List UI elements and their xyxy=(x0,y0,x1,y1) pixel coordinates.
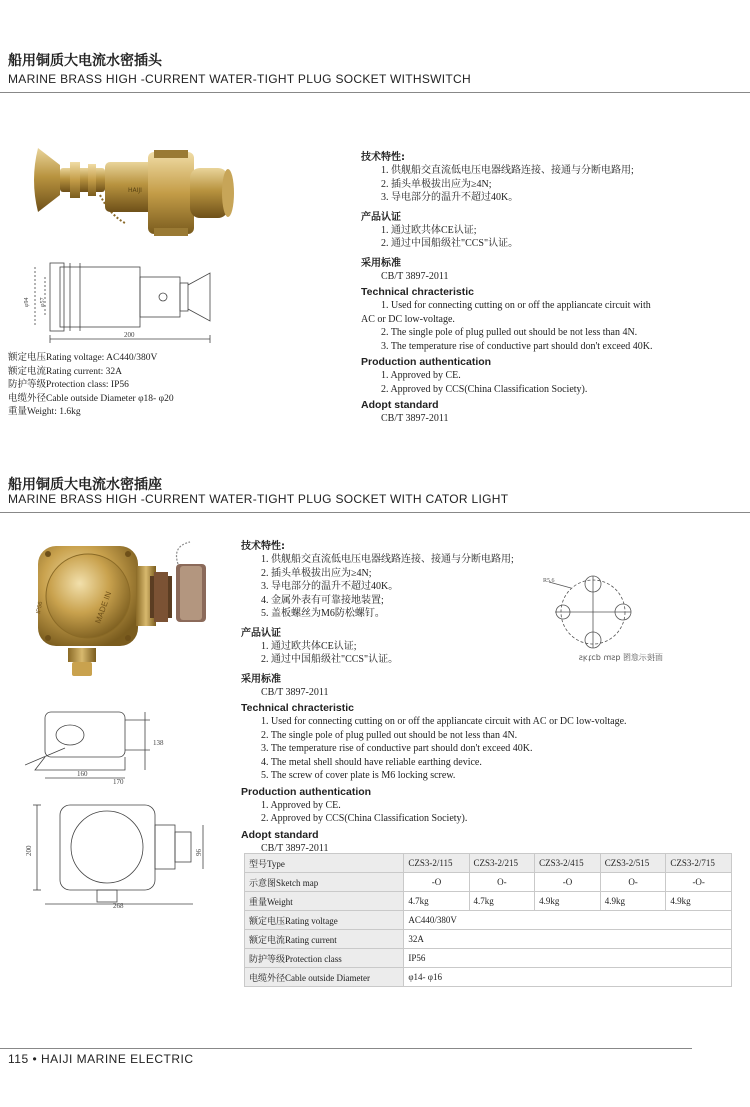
socket-dim-a: 160 xyxy=(77,770,88,778)
sketch-label: 示意图Sketch map xyxy=(245,873,404,892)
socket-dim-e: 268 xyxy=(113,902,124,910)
sketch-caption: 面接示意图 qsm dɔʇʞs xyxy=(578,653,663,662)
socket-dim-f: 96 xyxy=(195,849,203,856)
model-cell: CZS3-2/215 xyxy=(469,854,535,873)
spec-protection: 防护等级Protection class: IP56 xyxy=(8,380,129,390)
protection-label: 防护等级Protection class xyxy=(245,949,404,968)
std-cn-heading: 采用标准 xyxy=(361,257,401,269)
std-cn-heading: 采用标准 xyxy=(241,673,281,685)
tech-en-item: 1. Used for connecting cutting on or off the appliancate circuit with xyxy=(381,300,651,311)
socket-front-drawing xyxy=(25,790,215,910)
weight-cell: 4.9kg xyxy=(535,892,601,911)
tech-cn-item: 5. 盖板螺丝为M6防松螺钉。 xyxy=(261,608,385,619)
weight-cell: 4.9kg xyxy=(600,892,666,911)
model-cell: CZS3-2/415 xyxy=(535,854,601,873)
plug-dimension-drawing xyxy=(20,255,220,345)
tech-en-heading: Technical chracteristic xyxy=(361,286,475,298)
plug-dim-d1: φ94 xyxy=(24,297,30,307)
sketch-cell: -O- xyxy=(666,873,732,892)
tech-en-item: 4. The metal shell should have reliable earthing device. xyxy=(261,756,482,768)
plug-dim-len: 200 xyxy=(124,331,135,339)
cert-cn-heading: 产品认证 xyxy=(361,211,401,223)
weight-cell: 4.7kg xyxy=(404,892,469,911)
voltage-label: 额定电压Rating voltage xyxy=(245,911,404,930)
footer-text: 115 • HAIJI MARINE ELECTRIC xyxy=(8,1052,194,1066)
tech-cn-item: 3. 导电部分的温升不超过40K。 xyxy=(381,192,519,203)
section1-divider xyxy=(0,92,750,93)
table-row xyxy=(245,892,732,911)
type-label: 型号Type xyxy=(245,854,404,873)
table-row xyxy=(245,911,732,930)
tech-cn-heading: 技术特性: xyxy=(361,152,405,163)
sketch-mark: R5.6 xyxy=(543,578,555,584)
tech-cn-item: 3. 导电部分的温升不超过40K。 xyxy=(261,581,399,592)
tech-en-item: 5. The screw of cover plate is M6 locking screw. xyxy=(261,770,456,781)
model-cell: CZS3-2/115 xyxy=(404,854,469,873)
section2-divider xyxy=(0,512,750,513)
spec-current: 额定电流Rating current: 32A xyxy=(8,366,122,377)
model-cell: CZS3-2/515 xyxy=(600,854,666,873)
model-spec-table xyxy=(244,853,732,987)
socket-dim-d: 200 xyxy=(25,845,33,856)
std-cn-value: CB/T 3897-2011 xyxy=(261,686,329,698)
spec-weight: 重量Weight: 1.6kg xyxy=(8,407,81,417)
sketch-cell: O- xyxy=(469,873,535,892)
std-en-value: CB/T 3897-2011 xyxy=(381,413,449,424)
model-cell: CZS3-2/715 xyxy=(666,854,732,873)
tech-cn-item: 1. 供舰船交直流低电压电器线路连接、接通与分断电路用; xyxy=(381,165,634,176)
section1-specs xyxy=(8,352,174,420)
cert-cn-item: 1. 通过欧共体CE认证; xyxy=(261,640,357,652)
cert-cn-item: 2. 通过中国船级社"CCS"认证。 xyxy=(261,654,399,665)
cert-cn-item: 1. 通过欧共体CE认证; xyxy=(381,224,477,236)
weight-cell: 4.7kg xyxy=(469,892,535,911)
std-en-heading: Adopt standard xyxy=(241,828,319,841)
std-cn-value: CB/T 3897-2011 xyxy=(381,270,449,282)
tech-cn-item: 1. 供舰船交直流低电压电器线路连接、接通与分断电路用; xyxy=(261,554,514,565)
cert-cn-item: 2. 通过中国船级社"CCS"认证。 xyxy=(381,238,519,249)
tech-en-item: 3. The temperature rise of conductive part should don't exceed 40K. xyxy=(381,340,653,352)
sketch-cell: O- xyxy=(600,873,666,892)
cert-en-heading: Production authentication xyxy=(361,356,492,368)
socket-side-drawing xyxy=(25,700,205,785)
plug-dim-d2: φ57 xyxy=(40,297,46,307)
tech-cn-item: 2. 插头单极拔出应为≥4N; xyxy=(261,567,372,579)
weight-cell: 4.9kg xyxy=(666,892,732,911)
protection-cell: IP56 xyxy=(404,949,732,968)
section2-description xyxy=(241,534,731,855)
tech-en-item: 1. Used for connecting cutting on or off the appliancate circuit with AC or DC low-voltage. xyxy=(261,716,627,727)
weight-label: 重量Weight xyxy=(245,892,404,911)
socket-dim-b: 138 xyxy=(153,739,164,747)
socket-plate-text: IP56 xyxy=(36,601,45,615)
cert-en-item: 2. Approved by CCS(China Classification Society). xyxy=(381,383,588,395)
tech-en-item: 3. The temperature rise of conductive part should don't exceed 40K. xyxy=(261,743,533,754)
cable-cell: φ14- φ16 xyxy=(404,968,732,987)
tech-en-item: 2. The single pole of plug pulled out should be not less than 4N. xyxy=(381,327,638,338)
section2-title-en: MARINE BRASS HIGH -CURRENT WATER-TIGHT PLUG SOCKET WITH CATOR LIGHT xyxy=(8,492,509,506)
tech-en-heading: Technical chracteristic xyxy=(241,702,355,714)
tech-cn-heading: 技术特性: xyxy=(241,541,285,552)
plug-photo xyxy=(30,140,245,250)
socket-dim-c: 170 xyxy=(113,778,124,785)
table-row xyxy=(245,854,732,873)
current-label: 额定电流Rating current xyxy=(245,930,404,949)
spec-voltage: 额定电压Rating voltage: AC440/380V xyxy=(8,353,158,363)
footer-divider xyxy=(0,1048,692,1049)
cable-label: 电缆外径Cable outside Diameter xyxy=(245,968,404,987)
table-row xyxy=(245,873,732,892)
tech-en-item: 2. The single pole of plug pulled out should be not less than 4N. xyxy=(261,729,518,741)
voltage-cell: AC440/380V xyxy=(404,911,732,930)
cert-en-item: 2. Approved by CCS(China Classification Society). xyxy=(261,813,468,824)
section1-title-en: MARINE BRASS HIGH -CURRENT WATER-TIGHT PLUG SOCKET WITHSWITCH xyxy=(8,72,471,86)
cert-cn-heading: 产品认证 xyxy=(241,627,281,639)
section1-description xyxy=(361,145,741,426)
tech-cn-item: 2. 插头单极拔出应为≥4N; xyxy=(381,178,492,190)
cert-en-heading: Production authentication xyxy=(241,785,372,798)
std-en-heading: Adopt standard xyxy=(361,399,439,411)
svg-text:HAIJI: HAIJI xyxy=(128,187,142,194)
section1-title-cn: 船用铜质大电流水密插头 xyxy=(8,53,162,69)
table-row xyxy=(245,949,732,968)
tech-cn-item: 4. 金属外表有可靠接地装置; xyxy=(261,594,384,606)
section2-title-cn: 船用铜质大电流水密插座 xyxy=(8,477,162,493)
std-en-value: CB/T 3897-2011 xyxy=(261,842,329,854)
table-row xyxy=(245,930,732,949)
cert-en-item: 1. Approved by CE. xyxy=(261,799,341,811)
tech-en-item-cont: AC or DC low-voltage. xyxy=(361,313,455,325)
socket-photo xyxy=(28,536,218,686)
current-cell: 32A xyxy=(404,930,732,949)
table-row xyxy=(245,968,732,987)
socket-made-text: MADE IN xyxy=(93,590,114,625)
spec-cable: 电缆外径Cable outside Diameter φ18- φ20 xyxy=(8,393,174,404)
sketch-cell: -O xyxy=(535,873,601,892)
cert-en-item: 1. Approved by CE. xyxy=(381,370,461,381)
sketch-cell: -O xyxy=(404,873,469,892)
